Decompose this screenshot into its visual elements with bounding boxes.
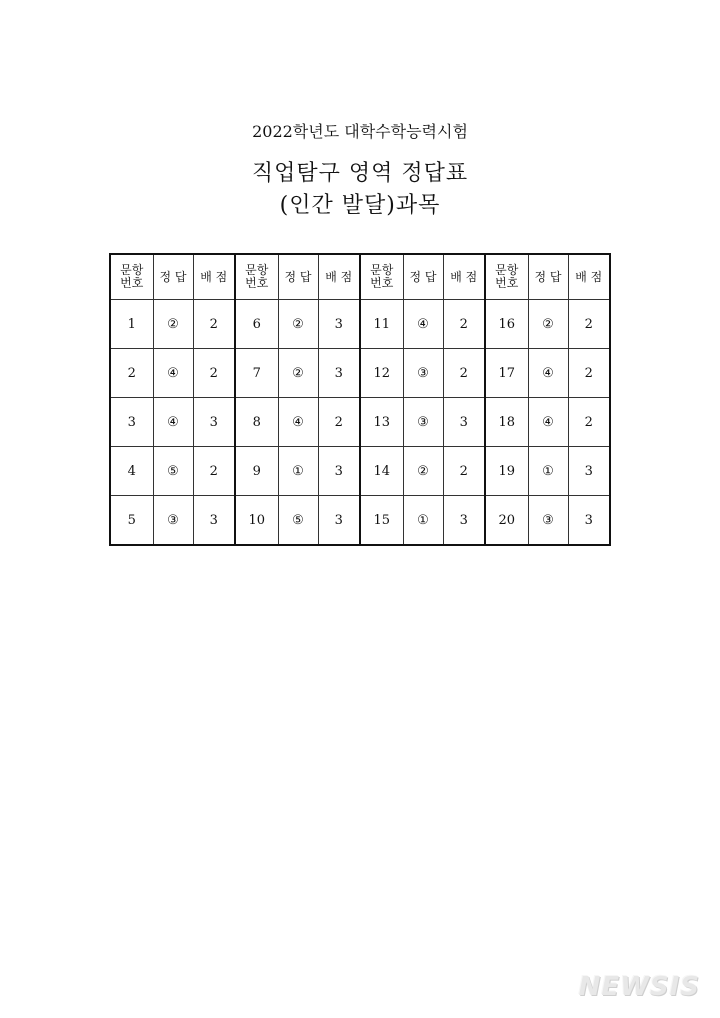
- table-row: [110, 300, 610, 349]
- question-number: 9: [235, 447, 278, 496]
- correct-answer: ④: [278, 398, 318, 447]
- table-row: [110, 496, 610, 546]
- question-number: 16: [485, 300, 528, 349]
- header-answer: 정 답: [153, 254, 193, 300]
- correct-answer: ③: [403, 349, 443, 398]
- points-value: 2: [443, 349, 485, 398]
- points-value: 3: [568, 496, 610, 546]
- correct-answer: ①: [528, 447, 568, 496]
- question-number: 17: [485, 349, 528, 398]
- question-number: 7: [235, 349, 278, 398]
- points-value: 3: [318, 300, 360, 349]
- answer-key-header: [110, 254, 610, 300]
- question-number: 11: [360, 300, 403, 349]
- points-value: 3: [443, 398, 485, 447]
- correct-answer: ①: [403, 496, 443, 546]
- correct-answer: ⑤: [278, 496, 318, 546]
- points-value: 2: [443, 300, 485, 349]
- correct-answer: ③: [403, 398, 443, 447]
- question-number: 18: [485, 398, 528, 447]
- points-value: 2: [318, 398, 360, 447]
- question-number: 19: [485, 447, 528, 496]
- table-row: [110, 349, 610, 398]
- question-number: 5: [110, 496, 153, 546]
- correct-answer: ①: [278, 447, 318, 496]
- points-value: 2: [193, 349, 235, 398]
- correct-answer: ②: [278, 349, 318, 398]
- question-number: 3: [110, 398, 153, 447]
- correct-answer: ④: [153, 349, 193, 398]
- points-value: 3: [318, 349, 360, 398]
- correct-answer: ②: [528, 300, 568, 349]
- points-value: 3: [193, 496, 235, 546]
- question-number: 1: [110, 300, 153, 349]
- correct-answer: ③: [153, 496, 193, 546]
- question-number: 4: [110, 447, 153, 496]
- header-question-number: 문항 번호: [360, 254, 403, 300]
- points-value: 2: [443, 447, 485, 496]
- correct-answer: ④: [153, 398, 193, 447]
- points-value: 3: [318, 447, 360, 496]
- points-value: 2: [193, 447, 235, 496]
- points-value: 3: [193, 398, 235, 447]
- page-title: 직업탐구 영역 정답표: [251, 161, 469, 186]
- correct-answer: ③: [528, 496, 568, 546]
- answer-key-body: [110, 300, 610, 546]
- question-number: 8: [235, 398, 278, 447]
- table-row: [110, 447, 610, 496]
- question-number: 14: [360, 447, 403, 496]
- points-value: 2: [568, 300, 610, 349]
- question-number: 10: [235, 496, 278, 546]
- question-number: 15: [360, 496, 403, 546]
- header-answer: 정 답: [278, 254, 318, 300]
- header-question-number: 문항 번호: [235, 254, 278, 300]
- correct-answer: ④: [528, 398, 568, 447]
- header-points: 배 점: [318, 254, 360, 300]
- question-number: 12: [360, 349, 403, 398]
- header-answer: 정 답: [403, 254, 443, 300]
- header-points: 배 점: [193, 254, 235, 300]
- correct-answer: ②: [153, 300, 193, 349]
- newsis-watermark: NEWSIS: [578, 972, 700, 1002]
- header-row: [110, 254, 610, 300]
- points-value: 2: [568, 349, 610, 398]
- subject-subtitle: (인간 발달)과목: [279, 193, 441, 218]
- points-value: 2: [193, 300, 235, 349]
- header-question-number: 문항 번호: [110, 254, 153, 300]
- points-value: 3: [443, 496, 485, 546]
- header-points: 배 점: [568, 254, 610, 300]
- header-answer: 정 답: [528, 254, 568, 300]
- header-points: 배 점: [443, 254, 485, 300]
- answer-key-table: [109, 253, 611, 546]
- points-value: 3: [568, 447, 610, 496]
- points-value: 3: [318, 496, 360, 546]
- question-number: 13: [360, 398, 403, 447]
- correct-answer: ④: [528, 349, 568, 398]
- correct-answer: ②: [403, 447, 443, 496]
- correct-answer: ②: [278, 300, 318, 349]
- correct-answer: ⑤: [153, 447, 193, 496]
- points-value: 2: [568, 398, 610, 447]
- table-row: [110, 398, 610, 447]
- question-number: 6: [235, 300, 278, 349]
- header-question-number: 문항 번호: [485, 254, 528, 300]
- exam-year-heading: 2022학년도 대학수학능력시험: [252, 122, 468, 141]
- question-number: 2: [110, 349, 153, 398]
- question-number: 20: [485, 496, 528, 546]
- correct-answer: ④: [403, 300, 443, 349]
